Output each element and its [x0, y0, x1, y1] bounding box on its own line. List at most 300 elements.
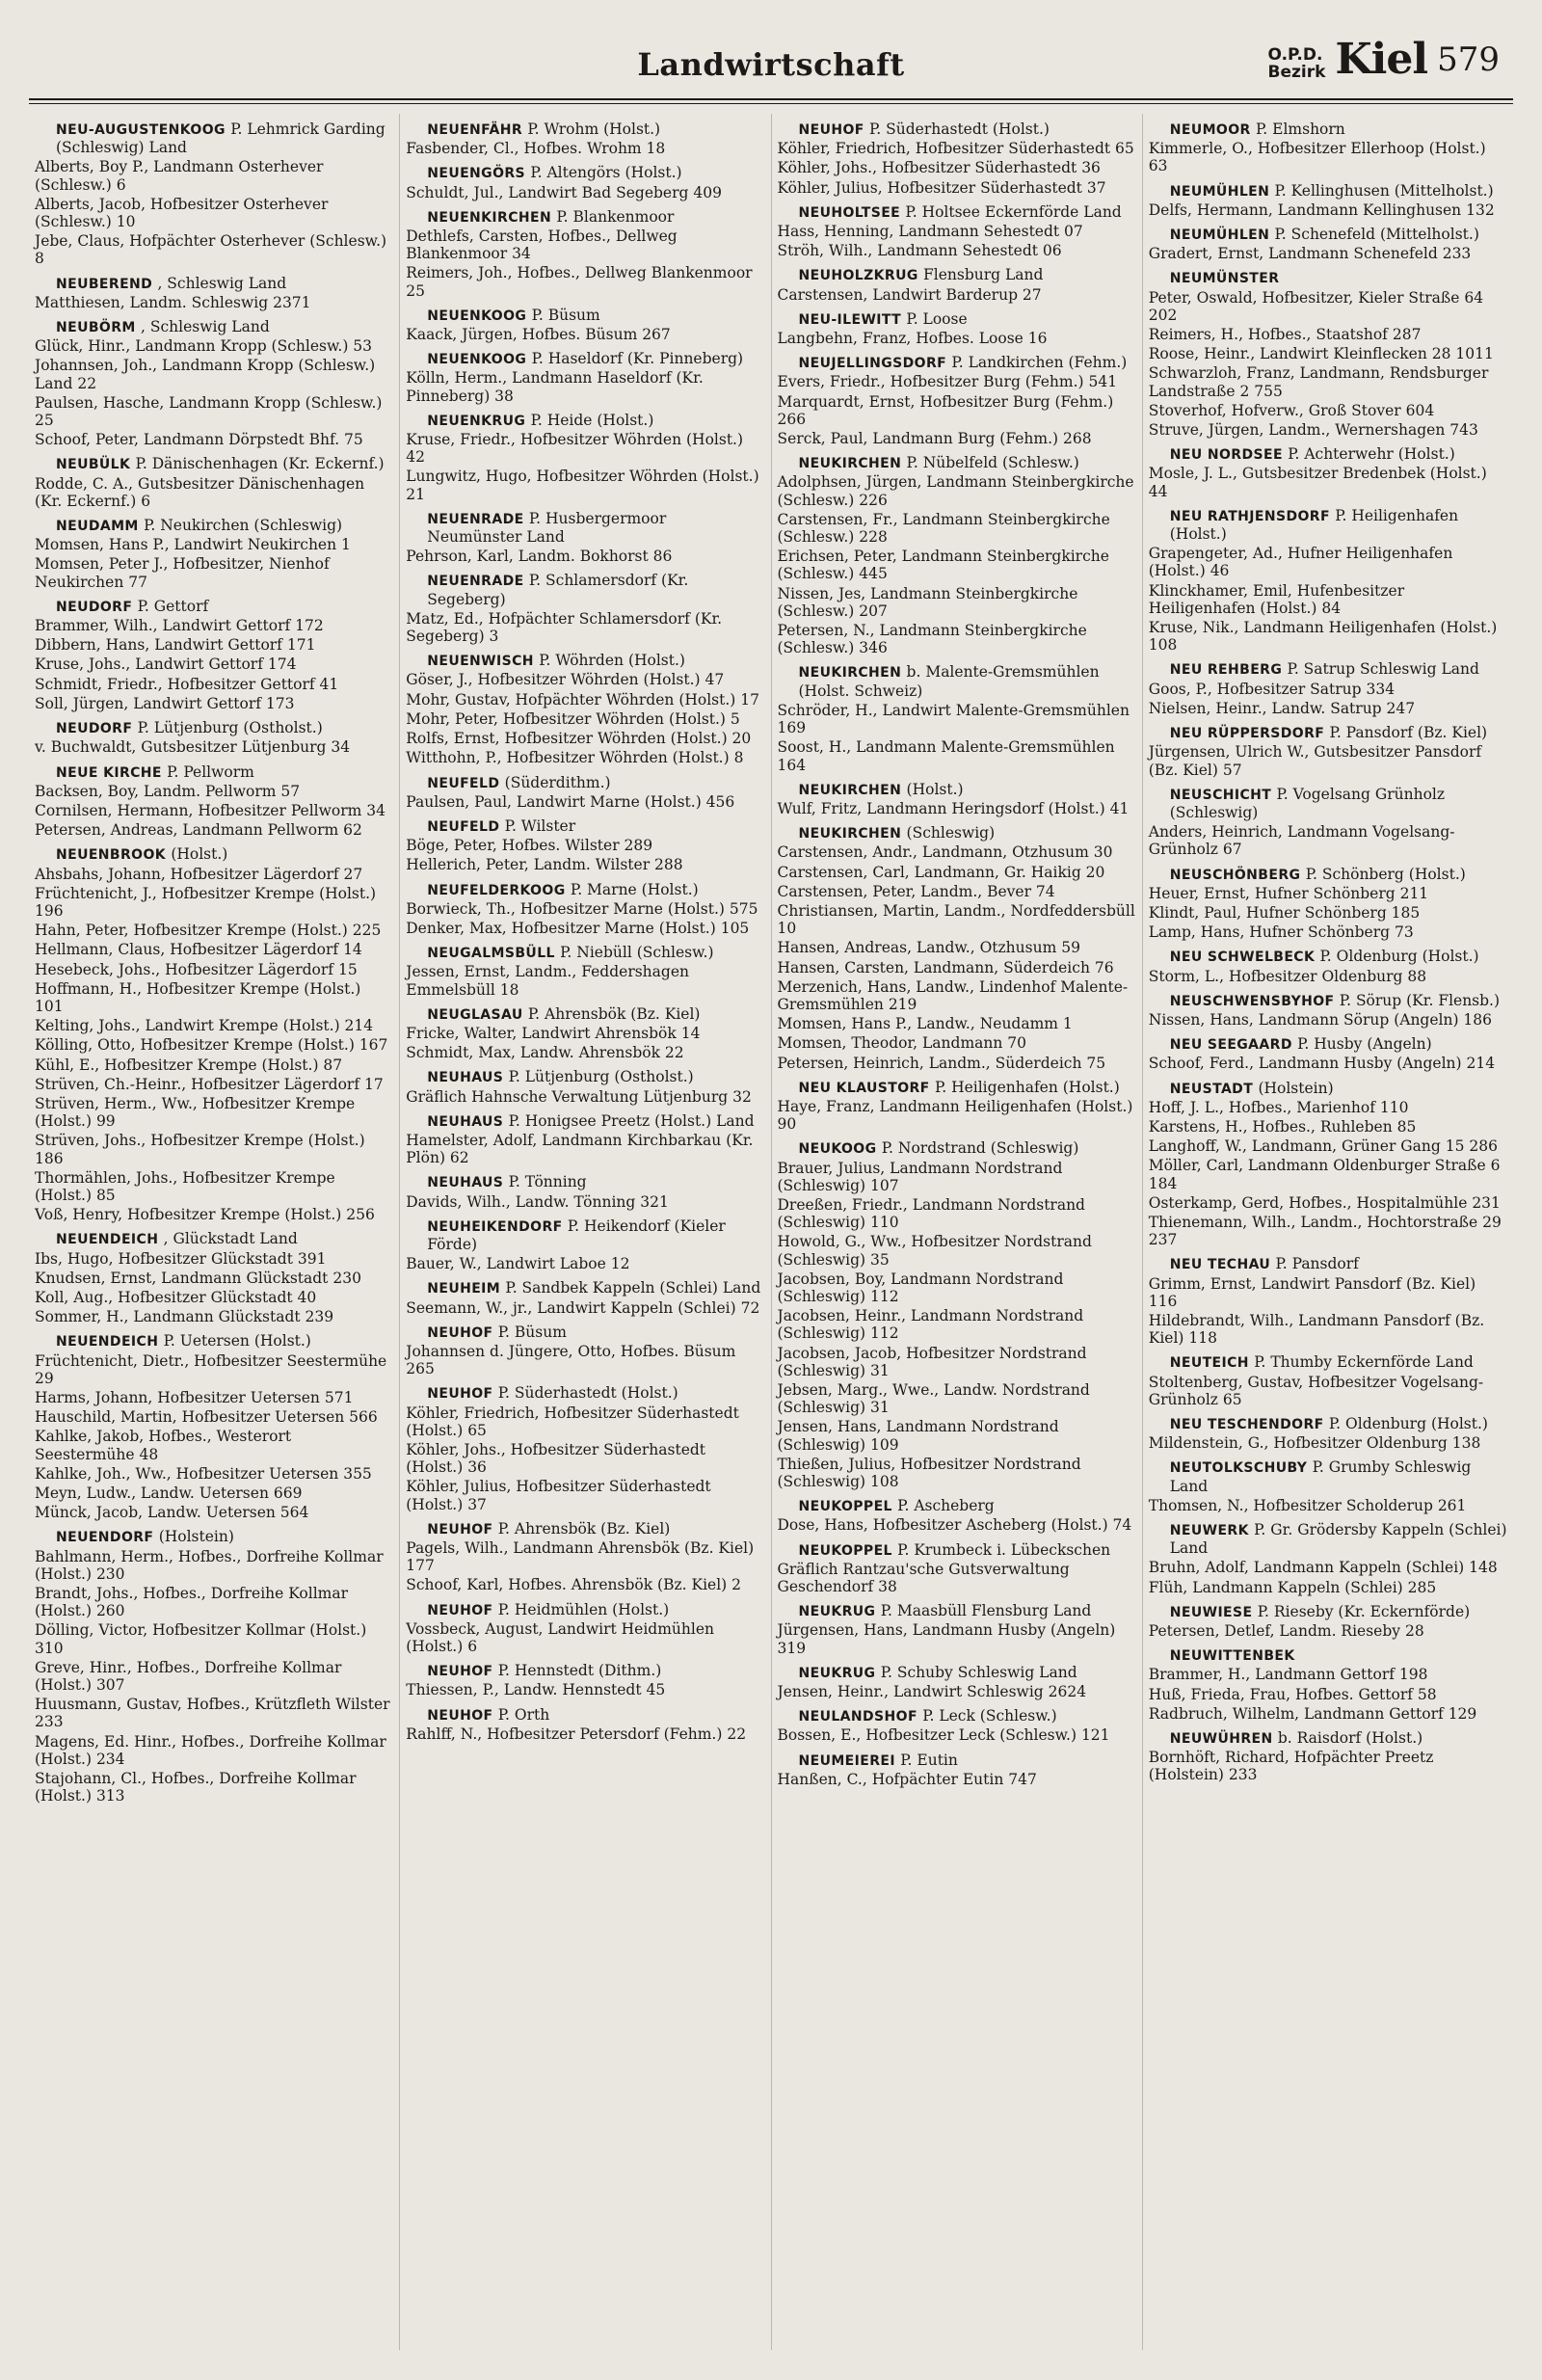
directory-entry: Petersen, Heinrich, Landm., Süderdeich 75 [777, 1054, 1106, 1072]
directory-entry: Köhler, Friedrich, Hofbesitzer Süderhastedt (Holst.) 65 [406, 1404, 739, 1439]
place-name: NEUHAUS [427, 1070, 504, 1086]
place-name: NEU-ILEWITT [798, 311, 902, 328]
directory-entry: Jacobsen, Boy, Landmann Nordstrand (Schleswig) 112 [777, 1270, 1064, 1305]
directory-entry: Köhler, Friedrich, Hofbesitzer Süderhastedt 65 [777, 140, 1134, 158]
directory-entry: Kimmerle, O., Hofbesitzer Ellerhoop (Holst.) 63 [1148, 140, 1486, 175]
directory-entry: Schoof, Peter, Landmann Dörpstedt Bhf. 75 [35, 431, 363, 449]
directory-entry: Carstensen, Andr., Landmann, Otzhusum 30 [777, 843, 1113, 862]
directory-entry: Hoff, J. L., Hofbes., Marienhof 110 [1148, 1098, 1409, 1116]
directory-entry: Karstens, H., Hofbes., Ruhleben 85 [1148, 1117, 1417, 1136]
place-post: P. Maasbüll Flensburg Land [880, 1602, 1092, 1620]
place-heading [56, 318, 393, 336]
place-name: NEUMÜNSTER [1169, 271, 1280, 287]
directory-entry: Fasbender, Cl., Hofbes. Wrohm 18 [406, 140, 666, 158]
place-name: NEUHEIM [427, 1281, 501, 1297]
directory-entry: Backsen, Boy, Landm. Pellworm 57 [35, 782, 301, 800]
directory-entry: Hoffmann, H., Hofbesitzer Krempe (Holst.) 101 [35, 979, 361, 1015]
place-name: NEUBÜLK [56, 457, 131, 473]
place-heading [1170, 786, 1507, 822]
directory-entry: Carstensen, Carl, Landmann, Gr. Haikig 20 [777, 863, 1105, 881]
directory-entry: Glück, Hinr., Landmann Kropp (Schlesw.) 53 [35, 337, 373, 356]
directory-entry: Carstensen, Peter, Landm., Bever 74 [777, 882, 1055, 900]
directory-entry: Ahsbahs, Johann, Hofbesitzer Lägerdorf 27 [35, 865, 363, 883]
directory-entry: Bossen, E., Hofbesitzer Leck (Schlesw.) 121 [777, 1726, 1110, 1745]
directory-entry: Dreeßen, Friedr., Landmann Nordstrand (Schleswig) 110 [777, 1195, 1085, 1232]
place-heading [56, 455, 393, 473]
place-name: NEUENKOOG [427, 308, 527, 324]
place-heading [799, 310, 1136, 329]
place-name: NEUHOF [798, 122, 864, 138]
place-heading [56, 1332, 393, 1350]
directory-entry: Strüven, Ch.-Heinr., Hofbesitzer Lägerdorf 17 [35, 1075, 384, 1093]
directory-entry: Münck, Jacob, Landw. Uetersen 564 [35, 1504, 309, 1522]
place-name: NEUENKRUG [427, 413, 526, 429]
place-heading [427, 774, 764, 792]
place-post: P. Schenefeld (Mittelholst.) [1274, 226, 1479, 244]
place-heading [427, 1217, 764, 1254]
place-heading [1170, 1646, 1507, 1665]
directory-entry: Davids, Wilh., Landw. Tönning 321 [406, 1192, 669, 1211]
place-post: P. Nübelfeld (Schlesw.) [906, 454, 1079, 472]
directory-entry: Anders, Heinrich, Landmann Vogelsang-Grünholz 67 [1148, 823, 1455, 859]
directory-entry: Meyn, Ludw., Landw. Uetersen 669 [35, 1484, 303, 1503]
directory-entry: Momsen, Hans P., Landwirt Neukirchen 1 [35, 536, 351, 554]
place-name: NEUMOOR [1169, 122, 1251, 138]
column-4 [1142, 114, 1513, 2350]
place-name: NEUHAUS [427, 1113, 504, 1130]
directory-entry: Jürgensen, Ulrich W., Gutsbesitzer Pansdorf (Bz. Kiel) 57 [1148, 743, 1482, 779]
place-heading [427, 208, 764, 227]
place-name: NEUSTADT [1169, 1081, 1254, 1097]
directory-entry: Hauschild, Martin, Hofbesitzer Uetersen 566 [35, 1408, 378, 1427]
place-heading [1170, 1603, 1507, 1621]
place-post: P. Dänischenhagen (Kr. Eckernf.) [135, 455, 385, 473]
place-heading [56, 763, 393, 782]
place-heading [427, 1601, 764, 1619]
place-post: P. Uetersen (Holst.) [163, 1332, 311, 1350]
directory-entry: Koll, Aug., Hofbesitzer Glückstadt 40 [35, 1288, 317, 1306]
directory-entry: Hansen, Andreas, Landw., Otzhusum 59 [777, 939, 1080, 957]
place-post: , Schleswig Land [157, 274, 287, 292]
place-heading [56, 517, 393, 535]
place-heading [1170, 269, 1507, 287]
place-heading [1170, 1729, 1507, 1748]
place-post: P. Wilster [504, 816, 576, 835]
place-heading [427, 881, 764, 899]
place-heading [427, 944, 764, 962]
directory-entry: Kölling, Otto, Hofbesitzer Krempe (Holst.) 167 [35, 1036, 388, 1055]
place-name: NEUGLASAU [427, 1006, 523, 1023]
place-heading [1170, 948, 1507, 966]
place-post: P. Gr. Grödersby Kappeln (Schlei) Land [1169, 1521, 1507, 1558]
place-heading [56, 719, 393, 737]
place-heading [1170, 866, 1507, 884]
place-heading [427, 1520, 764, 1538]
place-post: P. Ahrensbök (Bz. Kiel) [527, 1004, 701, 1023]
directory-entry: Jebsen, Marg., Wwe., Landw. Nordstrand (Schleswig) 31 [777, 1381, 1090, 1417]
directory-entry: Howold, G., Ww., Hofbesitzer Nordstrand (Schleswig) 35 [777, 1233, 1092, 1269]
place-post: P. Sörup (Kr. Flensb.) [1339, 991, 1501, 1009]
directory-entry: Jürgensen, Hans, Landmann Husby (Angeln) 319 [777, 1621, 1116, 1657]
directory-entry: Rolfs, Ernst, Hofbesitzer Wöhrden (Holst.) 20 [406, 730, 752, 748]
place-name: NEUHEIKENDORF [427, 1218, 563, 1235]
place-post: P. Oldenburg (Holst.) [1328, 1415, 1488, 1432]
directory-entry: Soost, H., Landmann Malente-Gremsmühlen 164 [777, 738, 1115, 774]
directory-entry: Möller, Carl, Landmann Oldenburger Straße 6 184 [1148, 1157, 1501, 1192]
directory-entry: Schröder, H., Landwirt Malente-Gremsmühlen 169 [777, 701, 1130, 737]
place-post: P. Schlamersdorf (Kr. Segeberg) [427, 572, 689, 608]
directory-entry: Seemann, W., jr., Landwirt Kappeln (Schlei) 72 [406, 1298, 760, 1317]
place-name: NEUENKOOG [427, 352, 527, 368]
place-post: P. Schönberg (Holst.) [1305, 865, 1466, 883]
directory-entry: Grimm, Ernst, Landwirt Pansdorf (Bz. Kiel) 116 [1148, 1274, 1476, 1310]
directory-entry: Vossbeck, August, Landwirt Heidmühlen (Holst.) 6 [406, 1619, 714, 1656]
directory-entry: Hesebeck, Johs., Hofbesitzer Lägerdorf 15 [35, 960, 358, 978]
place-post: (Schleswig) [906, 824, 996, 842]
place-heading [427, 1384, 764, 1403]
place-name: NEUWITTENBEK [1169, 1648, 1295, 1665]
place-post: b. Raisdorf (Holst.) [1277, 1729, 1423, 1748]
directory-entry: Knudsen, Ernst, Landmann Glückstadt 230 [35, 1269, 361, 1287]
directory-entry: Hildebrandt, Wilh., Landmann Pansdorf (Bz. Kiel) 118 [1148, 1311, 1485, 1348]
place-heading [799, 1752, 1136, 1770]
place-name: NEUKOPPEL [798, 1542, 892, 1559]
place-name: NEUENFÄHR [427, 122, 523, 138]
directory-entry: Stoltenberg, Gustav, Hofbesitzer Vogelsang-Grünholz 65 [1148, 1373, 1484, 1408]
directory-entry: Kahlke, Joh., Ww., Hofbesitzer Uetersen 355 [35, 1464, 372, 1483]
place-post: P. Achterwehr (Holst.) [1288, 445, 1455, 464]
opd-label [1268, 46, 1326, 81]
place-name: NEU RÜPPERSDORF [1169, 726, 1325, 742]
place-post: P. Blankenmoor [556, 207, 675, 226]
directory-entry: Hamelster, Adolf, Landmann Kirchbarkau (Kr. Plön) 62 [406, 1131, 754, 1167]
directory-entry: Jessen, Ernst, Landm., Feddershagen Emmelsbüll 18 [406, 963, 689, 999]
place-post: P. Husby (Angeln) [1297, 1035, 1432, 1054]
directory-entry: v. Buchwaldt, Gutsbesitzer Lütjenburg 34 [35, 738, 351, 757]
place-name: NEUWÜHREN [1169, 1731, 1273, 1748]
directory-entry: Harms, Johann, Hofbesitzer Uetersen 571 [35, 1389, 354, 1406]
place-post: P. Büsum [497, 1323, 567, 1341]
place-name: NEU TECHAU [1169, 1257, 1271, 1273]
directory-entry: Grapengeter, Ad., Hufner Heiligenhafen (Holst.) 46 [1148, 545, 1453, 580]
place-heading [799, 454, 1136, 472]
place-post: P. Süderhastedt (Holst.) [497, 1384, 678, 1403]
place-name: NEUTOLKSCHUBY [1169, 1460, 1308, 1477]
directory-entry: Carstensen, Landwirt Barderup 27 [777, 285, 1042, 304]
place-name: NEU REHBERG [1169, 662, 1283, 679]
place-name: NEU TESCHENDORF [1169, 1417, 1324, 1432]
place-heading [799, 1541, 1136, 1560]
place-heading [799, 1602, 1136, 1620]
directory-entry: Sommer, H., Landmann Glückstadt 239 [35, 1308, 334, 1326]
directory-entry: Petersen, N., Landmann Steinbergkirche (Schlesw.) 346 [777, 622, 1087, 657]
place-name: NEU-AUGUSTENKOOG [56, 122, 226, 138]
directory-entry: Thiessen, P., Landw. Hennstedt 45 [406, 1681, 666, 1699]
directory-entry: Jensen, Hans, Landmann Nordstrand (Schleswig) 109 [777, 1418, 1059, 1454]
place-name: NEUFELDERKOOG [427, 882, 566, 898]
place-post: P. Husbergermoor Neumünster Land [427, 509, 667, 547]
place-heading [799, 1707, 1136, 1725]
directory-entry: Fricke, Walter, Landwirt Ahrensbök 14 [406, 1024, 701, 1042]
place-name: NEUENDEICH [56, 1334, 159, 1350]
place-heading [427, 817, 764, 836]
place-post: Flensburg Land [923, 266, 1044, 284]
directory-entry: Mildenstein, G., Hofbesitzer Oldenburg 138 [1148, 1434, 1481, 1453]
place-name: NEUHOF [427, 1324, 493, 1341]
directory-entry: Schmidt, Friedr., Hofbesitzer Gettorf 41 [35, 675, 339, 693]
directory-entry: Früchtenicht, Dietr., Hofbesitzer Seestermühe 29 [35, 1351, 387, 1387]
directory-entry: Nissen, Hans, Landmann Sörup (Angeln) 186 [1148, 1010, 1493, 1029]
place-name: NEUDORF [56, 599, 133, 615]
directory-entry: Wulf, Fritz, Landmann Heringsdorf (Holst.) 41 [777, 799, 1130, 817]
place-post: P. Lütjenburg (Ostholst.) [137, 719, 323, 737]
directory-entry: Haye, Franz, Landmann Heiligenhafen (Holst.) 90 [777, 1097, 1133, 1134]
directory-entry: Köhler, Johs., Hofbesitzer Süderhastedt (Holst.) 36 [406, 1441, 706, 1477]
place-heading [56, 598, 393, 616]
place-post: P. Krumbeck i. Lübeckschen [897, 1540, 1111, 1559]
place-heading [427, 120, 764, 139]
directory-entry: Kelting, Johs., Landwirt Krempe (Holst.) 214 [35, 1017, 374, 1035]
place-post: P. Büsum [531, 306, 600, 324]
place-heading [1170, 724, 1507, 742]
directory-entry: Alberts, Boy P., Landmann Osterhever (Schlesw.) 6 [35, 158, 324, 194]
place-heading [1170, 445, 1507, 464]
place-heading [1170, 182, 1507, 201]
place-post: P. Oldenburg (Holst.) [1319, 948, 1479, 966]
directory-entry: Brauer, Julius, Landmann Nordstrand (Schleswig) 107 [777, 1159, 1063, 1194]
opd-line-2: Bezirk [1267, 63, 1326, 82]
directory-entry: Hellerich, Peter, Landm. Wilster 288 [406, 856, 683, 874]
place-post: P. Wrohm (Holst.) [527, 120, 661, 138]
place-heading [427, 1112, 764, 1131]
directory-entry: Radbruch, Wilhelm, Landmann Gettorf 129 [1148, 1704, 1477, 1723]
place-name: NEU NORDSEE [1169, 447, 1283, 464]
place-name: NEUHOF [427, 1664, 493, 1680]
place-name: NEUENGÖRS [427, 166, 526, 182]
directory-entry: Kruse, Nik., Landmann Heiligenhafen (Holst.) 108 [1148, 619, 1498, 655]
directory-entry: Marquardt, Ernst, Hofbesitzer Burg (Fehm.) 266 [777, 392, 1114, 428]
directory-entry: Osterkamp, Gerd, Hofbes., Hospitalmühle 231 [1148, 1193, 1501, 1212]
place-post: (Holstein) [158, 1528, 234, 1546]
directory-entry: Dose, Hans, Hofbesitzer Ascheberg (Holst.) 74 [777, 1516, 1132, 1535]
directory-entry: Delfs, Hermann, Landmann Kellinghusen 132 [1148, 201, 1495, 219]
place-name: NEUMÜHLEN [1169, 227, 1270, 244]
place-heading [799, 781, 1136, 799]
directory-entry: Hanßen, C., Hofpächter Eutin 747 [777, 1770, 1037, 1788]
directory-entry: Jacobsen, Jacob, Hofbesitzer Nordstrand (Schleswig) 31 [777, 1344, 1087, 1379]
place-post: P. Heide (Holst.) [530, 411, 654, 429]
directory-entry: Schmidt, Max, Landw. Ahrensbök 22 [406, 1044, 684, 1062]
directory-entry: Johannsen, Joh., Landmann Kropp (Schlesw.) Land 22 [35, 357, 376, 392]
directory-entry: Witthohn, P., Hofbesitzer Wöhrden (Holst.) 8 [406, 749, 744, 767]
place-post: P. Heidmühlen (Holst.) [497, 1600, 670, 1618]
directory-entry: Göser, J., Hofbesitzer Wöhrden (Holst.) 47 [406, 671, 725, 689]
place-heading [56, 845, 393, 864]
place-name: NEU SEEGAARD [1169, 1037, 1292, 1054]
directory-entry: Adolphsen, Jürgen, Landmann Steinbergkirche (Schlesw.) 226 [777, 473, 1134, 509]
place-post: (Holst.) [171, 845, 228, 864]
directory-entry: Johannsen d. Jüngere, Otto, Hofbes. Büsum 265 [406, 1342, 736, 1378]
directory-entry: Kruse, Friedr., Hofbesitzer Wöhrden (Holst.) 42 [406, 431, 744, 467]
directory-entry: Matthiesen, Landm. Schleswig 2371 [35, 293, 311, 311]
directory-entry: Magens, Ed. Hinr., Hofbes., Dorfreihe Kollmar (Holst.) 234 [35, 1732, 386, 1768]
directory-entry: Momsen, Peter J., Hofbesitzer, Nienhof Neukirchen 77 [35, 555, 330, 591]
place-name: NEU SCHWELBECK [1169, 949, 1316, 966]
place-heading [799, 120, 1136, 139]
directory-entry: Erichsen, Peter, Landmann Steinbergkirche (Schlesw.) 445 [777, 548, 1109, 583]
directory-entry: Alberts, Jacob, Hofbesitzer Osterhever (Schlesw.) 10 [35, 195, 329, 231]
place-heading [427, 1662, 764, 1680]
place-name: NEUWIESE [1169, 1604, 1253, 1620]
place-name: NEUENRADE [427, 574, 524, 590]
directory-entry: Köhler, Julius, Hofbesitzer Süderhastedt 37 [777, 178, 1106, 197]
directory-entry: Brandt, Johs., Hofbes., Dorfreihe Kollmar (Holst.) 260 [35, 1585, 348, 1620]
directory-entry: Paulsen, Hasche, Landmann Kropp (Schlesw.) 25 [35, 393, 383, 430]
columns [29, 114, 1513, 2350]
place-heading [799, 354, 1136, 372]
place-post: P. Lütjenburg (Ostholst.) [508, 1068, 694, 1086]
place-post: P. Altengörs (Holst.) [530, 164, 682, 182]
place-post: P. Thumby Eckernförde Land [1254, 1353, 1474, 1372]
place-post: P. Tönning [508, 1173, 587, 1191]
place-name: NEUDAMM [56, 519, 139, 535]
directory-entry: Schuldt, Jul., Landwirt Bad Segeberg 409 [406, 183, 722, 201]
directory-entry: Köhler, Johs., Hofbesitzer Süderhastedt 36 [777, 159, 1101, 177]
place-heading [799, 824, 1136, 842]
place-heading [1170, 992, 1507, 1010]
place-name: NEUE KIRCHE [56, 764, 162, 781]
directory-entry: Cornilsen, Hermann, Hofbesitzer Pellworm 34 [35, 801, 386, 819]
place-name: NEUENRADE [427, 511, 524, 527]
directory-entry: Jensen, Heinr., Landwirt Schleswig 2624 [777, 1683, 1087, 1701]
place-heading [799, 663, 1136, 700]
page-title: Landwirtschaft [637, 46, 905, 83]
place-name: NEUSCHICHT [1169, 787, 1272, 803]
directory-entry: Stoverhof, Hofverw., Groß Stover 604 [1148, 401, 1435, 419]
header-rule [29, 98, 1513, 104]
place-post: P. Gettorf [137, 597, 209, 615]
place-heading [1170, 1458, 1507, 1495]
place-name: NEUHOLTSEE [798, 204, 901, 221]
directory-entry: Mosle, J. L., Gutsbesitzer Bredenbek (Holst.) 44 [1148, 465, 1487, 500]
place-heading [1170, 1080, 1507, 1098]
place-post: P. Ahrensbök (Bz. Kiel) [497, 1519, 671, 1538]
directory-entry: Hellmann, Claus, Hofbesitzer Lägerdorf 14 [35, 941, 362, 959]
directory-entry: Denker, Max, Hofbesitzer Marne (Holst.) 105 [406, 919, 750, 937]
directory-entry: Thienemann, Wilh., Landm., Hochtorstraße 29 237 [1148, 1213, 1502, 1249]
place-post: P. Eutin [900, 1751, 958, 1769]
directory-entry: Dethlefs, Carsten, Hofbes., Dellweg Blankenmoor 34 [406, 227, 678, 263]
place-heading [799, 1079, 1136, 1097]
directory-entry: Christiansen, Martin, Landm., Nordfeddersbüll 10 [777, 901, 1135, 938]
place-heading [799, 1139, 1136, 1158]
place-heading [1170, 120, 1507, 139]
place-heading [1170, 1415, 1507, 1433]
directory-entry: Brammer, H., Landmann Gettorf 198 [1148, 1666, 1428, 1684]
directory-entry: Kruse, Johs., Landwirt Gettorf 174 [35, 655, 297, 674]
directory-entry: Klindt, Paul, Hufner Schönberg 185 [1148, 903, 1421, 922]
directory-entry: Kaack, Jürgen, Hofbes. Büsum 267 [406, 326, 671, 344]
place-post: P. Leck (Schlesw.) [922, 1707, 1057, 1725]
column-3 [771, 114, 1142, 2350]
place-heading [427, 1324, 764, 1342]
place-name: NEUSCHÖNBERG [1169, 867, 1301, 883]
place-heading [427, 1068, 764, 1086]
directory-entry: Hahn, Peter, Hofbesitzer Krempe (Holst.) 225 [35, 922, 382, 940]
directory-entry: Brammer, Wilh., Landwirt Gettorf 172 [35, 617, 324, 635]
place-post: P. Heiligenhafen (Holst.) [934, 1078, 1120, 1096]
place-name: NEUENBROOK [56, 847, 167, 864]
place-heading [427, 350, 764, 368]
directory-entry: Strüven, Herm., Ww., Hofbesitzer Krempe (Holst.) 99 [35, 1094, 356, 1131]
place-heading [56, 1230, 393, 1248]
directory-entry: Pehrson, Karl, Landm. Bokhorst 86 [406, 548, 673, 566]
directory-entry: Storm, L., Hofbesitzer Oldenburg 88 [1148, 967, 1427, 985]
place-post: P. Heiligenhafen (Holst.) [1169, 506, 1459, 544]
directory-entry: Böge, Peter, Hofbes. Wilster 289 [406, 837, 653, 855]
place-heading [1170, 226, 1507, 244]
place-post: P. Schuby Schleswig Land [880, 1663, 1077, 1681]
place-name: NEUKIRCHEN [798, 826, 902, 842]
place-heading [56, 120, 393, 157]
header-region [1267, 35, 1500, 84]
place-name: NEUKRUG [798, 1665, 876, 1681]
directory-entry: Stajohann, Cl., Hofbes., Dorfreihe Kollmar (Holst.) 313 [35, 1770, 357, 1805]
directory-entry: Huusmann, Gustav, Hofbes., Krützfleth Wilster 233 [35, 1696, 390, 1731]
opd-line-1: O.P.D. [1267, 45, 1323, 65]
place-heading [427, 164, 764, 182]
place-heading [56, 275, 393, 293]
directory-entry: Roose, Heinr., Landwirt Kleinflecken 28 1011 [1148, 345, 1494, 363]
place-post: P. Elmshorn [1256, 120, 1345, 138]
district-city: Kiel [1335, 35, 1428, 84]
directory-entry: Serck, Paul, Landmann Burg (Fehm.) 268 [777, 430, 1092, 448]
place-name: NEUHAUS [427, 1175, 504, 1191]
place-post: P. Vogelsang Grünholz (Schleswig) [1169, 785, 1446, 821]
directory-entry: Lamp, Hans, Hufner Schönberg 73 [1148, 923, 1414, 942]
place-post: P. Neukirchen (Schleswig) [144, 517, 343, 535]
place-heading [427, 510, 764, 547]
place-name: NEULANDSHOF [798, 1709, 917, 1725]
directory-entry: Dölling, Victor, Hofbesitzer Kollmar (Holst.) 310 [35, 1621, 367, 1657]
place-name: NEU KLAUSTORF [798, 1080, 930, 1096]
directory-entry: Nielsen, Heinr., Landw. Satrup 247 [1148, 699, 1416, 717]
directory-entry: Jebe, Claus, Hofpächter Osterhever (Schlesw.) 8 [35, 232, 387, 268]
directory-entry: Kahlke, Jakob, Hofbes., Westerort Seestermühe 48 [35, 1428, 292, 1463]
place-name: NEU RATHJENSDORF [1169, 508, 1330, 524]
place-name: NEUJELLINGSDORF [798, 356, 947, 372]
directory-entry: Bornhöft, Richard, Hofpächter Preetz (Holstein) 233 [1148, 1749, 1434, 1784]
directory-entry: Pagels, Wilh., Landmann Ahrensbök (Bz. Kiel) 177 [406, 1539, 755, 1575]
directory-entry: Struve, Jürgen, Landm., Wernershagen 743 [1148, 421, 1478, 440]
directory-entry: Momsen, Hans P., Landw., Neudamm 1 [777, 1015, 1073, 1033]
place-name: NEUSCHWENSBYHOF [1169, 993, 1335, 1009]
place-heading [799, 1664, 1136, 1682]
place-name: NEUKIRCHEN [798, 665, 902, 682]
directory-entry: Soll, Jürgen, Landwirt Gettorf 173 [35, 694, 295, 712]
place-heading [799, 1497, 1136, 1515]
directory-entry: Petersen, Detlef, Landm. Rieseby 28 [1148, 1622, 1424, 1641]
place-heading [1170, 507, 1507, 544]
place-post: P. Kellinghusen (Mittelholst.) [1274, 181, 1494, 200]
place-name: NEUFELD [427, 775, 500, 791]
place-heading [427, 1706, 764, 1725]
place-post: P. Sandbek Kappeln (Schlei) Land [505, 1279, 761, 1297]
place-post: P. Pansdorf (Bz. Kiel) [1329, 724, 1488, 742]
directory-entry: Gradert, Ernst, Landmann Schenefeld 233 [1148, 245, 1472, 263]
place-post: P. Hennstedt (Dithm.) [497, 1662, 662, 1680]
directory-entry: Greve, Hinr., Hofbes., Dorfreihe Kollmar (Holst.) 307 [35, 1658, 342, 1695]
